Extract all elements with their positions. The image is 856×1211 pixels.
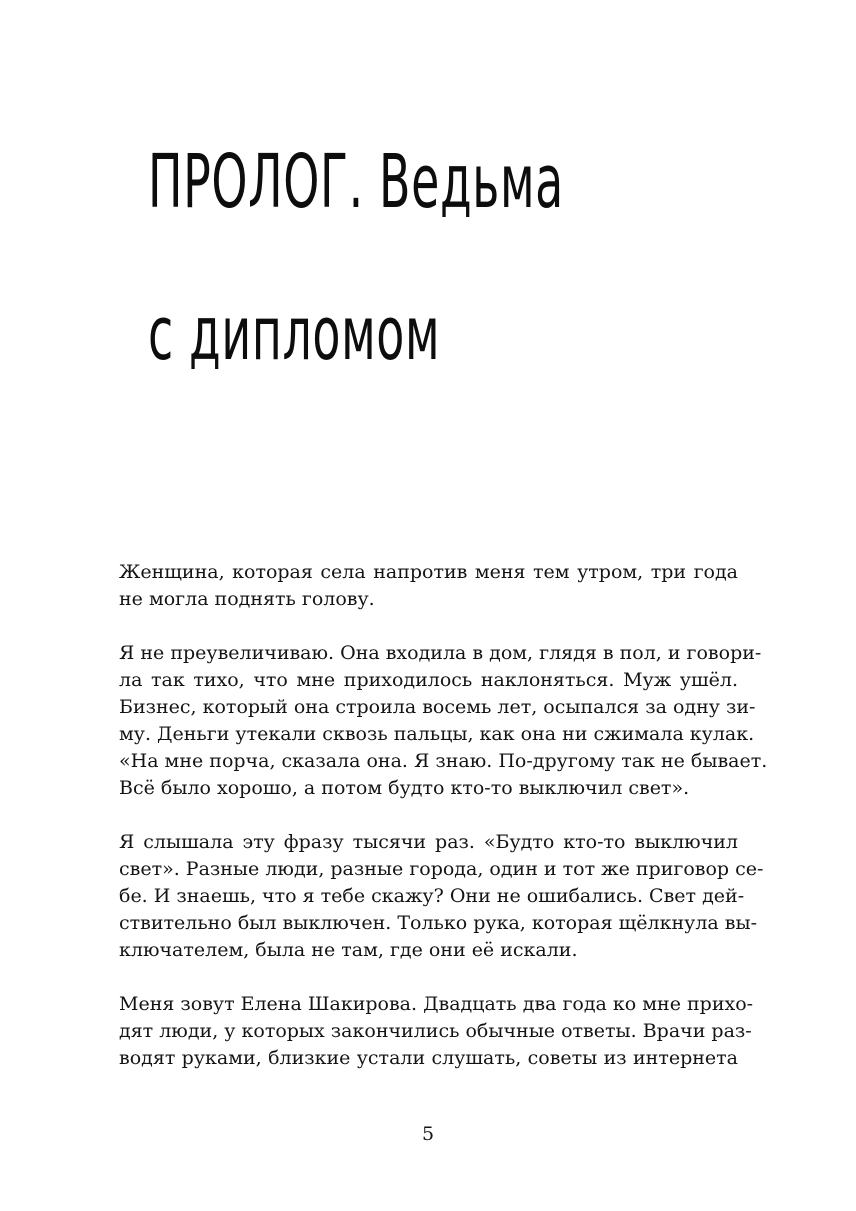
- text-line: Меня зовут Елена Шакирова. Двадцать два года ко мне прихо-: [119, 993, 754, 1015]
- text-line: Я не преувеличиваю. Она входила в дом, глядя в пол, и говори-: [119, 642, 762, 664]
- paragraph-2: [119, 640, 768, 802]
- text-line: ствительно был выключен. Только рука, которая щёлкнула вы-: [119, 912, 758, 934]
- text-line: Женщина, которая села напротив меня тем утром, три года: [119, 561, 738, 583]
- chapter-title: [148, 106, 564, 410]
- text-line: ла так тихо, что мне приходилось наклоняться. Муж ушёл.: [119, 669, 738, 691]
- text-line: свет». Разные люди, разные города, один и тот же приговор се-: [119, 858, 764, 880]
- text-line: не могла поднять голову.: [119, 588, 375, 610]
- text-line: Всё было хорошо, а потом будто кто-то выключил свет».: [119, 777, 690, 799]
- text-line: бе. И знаешь, что я тебе скажу? Они не ошибались. Свет дей-: [119, 885, 745, 907]
- text-line: Я слышала эту фразу тысячи раз. «Будто кто-то выключил: [119, 831, 738, 853]
- text-line: дят люди, у которых закончились обычные ответы. Врачи раз-: [119, 1020, 752, 1042]
- paragraph-4: [119, 991, 754, 1072]
- chapter-title-line-1: ПРОЛОГ. Ведьма: [148, 139, 564, 225]
- paragraph-3: [119, 829, 764, 964]
- text-line: му. Деньги утекали сквозь пальцы, как она ни сжимала кулак.: [119, 723, 755, 745]
- paragraph-1: [119, 559, 738, 613]
- text-line: водят руками, близкие устали слушать, советы из интернета: [119, 1047, 738, 1069]
- page-number: 5: [421, 1123, 435, 1145]
- chapter-title-line-2: с дипломом: [148, 291, 441, 377]
- text-line: «На мне порча, сказала она. Я знаю. По-другому так не бывает.: [119, 750, 768, 772]
- body-text: [119, 559, 768, 1099]
- text-line: Бизнес, который она строила восемь лет, осыпался за одну зи-: [119, 696, 756, 718]
- text-line: ключателем, была не там, где они её искали.: [119, 939, 578, 961]
